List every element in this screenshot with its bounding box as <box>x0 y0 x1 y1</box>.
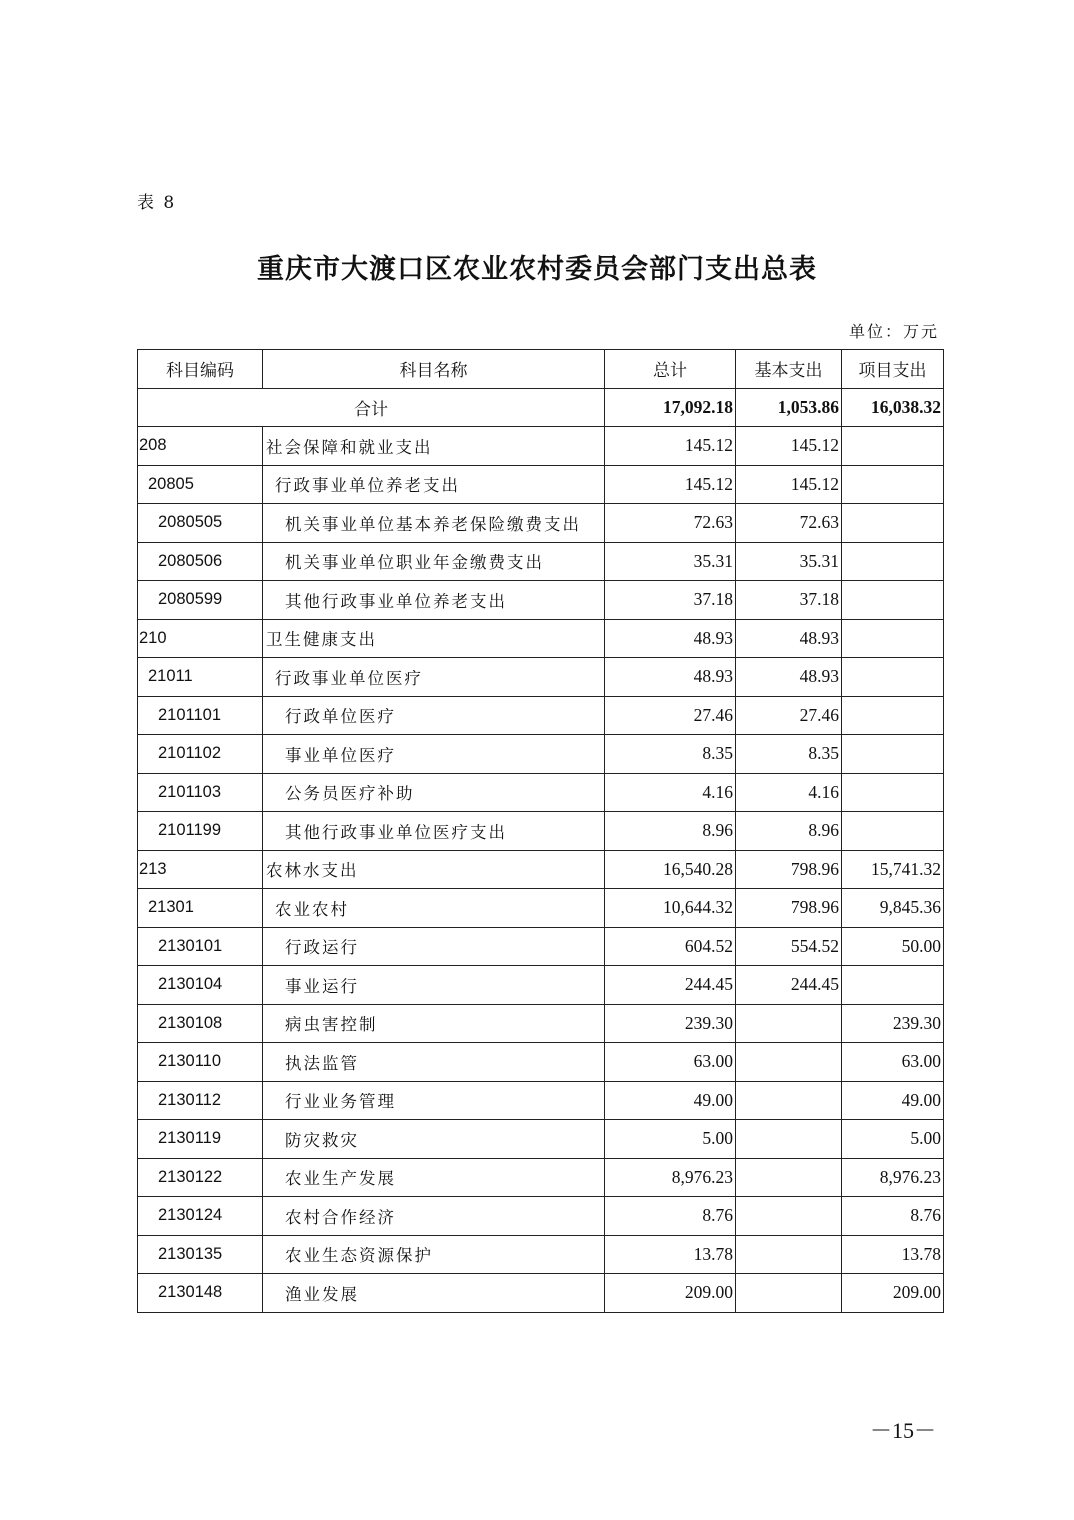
row-total: 48.93 <box>605 658 736 697</box>
row-basic <box>736 1043 842 1082</box>
table-row <box>138 465 944 504</box>
row-total: 145.12 <box>605 427 736 466</box>
row-basic <box>736 1081 842 1120</box>
row-code: 213 <box>138 850 263 889</box>
table-row <box>138 1235 944 1274</box>
row-name: 卫生健康支出 <box>263 619 605 658</box>
total-label: 合计 <box>138 388 605 427</box>
row-total: 8.76 <box>605 1197 736 1236</box>
row-project <box>842 696 944 735</box>
row-code: 208 <box>138 427 263 466</box>
row-name: 农业农村 <box>263 889 605 928</box>
total-basic: 1,053.86 <box>736 388 842 427</box>
header-name: 科目名称 <box>263 350 605 389</box>
total-amount: 17,092.18 <box>605 388 736 427</box>
row-name: 防灾救灾 <box>263 1120 605 1159</box>
row-project: 5.00 <box>842 1120 944 1159</box>
row-basic: 27.46 <box>736 696 842 735</box>
row-project: 209.00 <box>842 1274 944 1313</box>
table-row <box>138 696 944 735</box>
row-name: 农村合作经济 <box>263 1197 605 1236</box>
row-name: 渔业发展 <box>263 1274 605 1313</box>
row-total: 27.46 <box>605 696 736 735</box>
row-total: 35.31 <box>605 542 736 581</box>
row-total: 63.00 <box>605 1043 736 1082</box>
page-number: －15－ <box>869 1418 936 1443</box>
table-row <box>138 542 944 581</box>
row-total: 10,644.32 <box>605 889 736 928</box>
table-row <box>138 581 944 620</box>
row-code: 2130104 <box>138 966 263 1005</box>
table-row <box>138 1120 944 1159</box>
row-total: 16,540.28 <box>605 850 736 889</box>
expenditure-table <box>137 349 944 1313</box>
row-total: 4.16 <box>605 773 736 812</box>
row-project <box>842 581 944 620</box>
table-row <box>138 966 944 1005</box>
row-code: 2080599 <box>138 581 263 620</box>
row-project: 15,741.32 <box>842 850 944 889</box>
row-project <box>842 812 944 851</box>
header-total: 总计 <box>605 350 736 389</box>
row-name: 公务员医疗补助 <box>263 773 605 812</box>
row-code: 20805 <box>138 465 263 504</box>
row-basic: 145.12 <box>736 427 842 466</box>
row-code: 2101101 <box>138 696 263 735</box>
table-row <box>138 1274 944 1313</box>
row-basic: 798.96 <box>736 889 842 928</box>
row-project <box>842 619 944 658</box>
row-code: 2101199 <box>138 812 263 851</box>
row-total: 209.00 <box>605 1274 736 1313</box>
header-row <box>138 350 944 389</box>
table-row <box>138 504 944 543</box>
table-label: 表 8 <box>137 193 177 213</box>
header-code: 科目编码 <box>138 350 263 389</box>
row-basic: 8.96 <box>736 812 842 851</box>
row-code: 2130101 <box>138 927 263 966</box>
row-project <box>842 465 944 504</box>
row-total: 48.93 <box>605 619 736 658</box>
row-total: 244.45 <box>605 966 736 1005</box>
table-row <box>138 927 944 966</box>
row-name: 事业单位医疗 <box>263 735 605 774</box>
row-total: 5.00 <box>605 1120 736 1159</box>
row-code: 2130148 <box>138 1274 263 1313</box>
row-basic <box>736 1004 842 1043</box>
row-code: 2130112 <box>138 1081 263 1120</box>
row-code: 2130135 <box>138 1235 263 1274</box>
row-basic: 554.52 <box>736 927 842 966</box>
header-project: 项目支出 <box>842 350 944 389</box>
row-project <box>842 658 944 697</box>
row-basic: 798.96 <box>736 850 842 889</box>
table-row <box>138 619 944 658</box>
row-basic: 4.16 <box>736 773 842 812</box>
row-code: 2130119 <box>138 1120 263 1159</box>
row-basic: 145.12 <box>736 465 842 504</box>
row-basic <box>736 1158 842 1197</box>
row-project <box>842 427 944 466</box>
row-code: 210 <box>138 619 263 658</box>
header-basic: 基本支出 <box>736 350 842 389</box>
row-basic: 8.35 <box>736 735 842 774</box>
row-project <box>842 966 944 1005</box>
row-name: 其他行政事业单位养老支出 <box>263 581 605 620</box>
row-total: 8.96 <box>605 812 736 851</box>
row-project <box>842 773 944 812</box>
row-basic: 35.31 <box>736 542 842 581</box>
row-code: 2130124 <box>138 1197 263 1236</box>
page-title: 重庆市大渡口区农业农村委员会部门支出总表 <box>257 254 817 285</box>
row-name: 行政事业单位养老支出 <box>263 465 605 504</box>
row-code: 21301 <box>138 889 263 928</box>
row-project <box>842 542 944 581</box>
row-total: 13.78 <box>605 1235 736 1274</box>
row-project: 13.78 <box>842 1235 944 1274</box>
row-name: 行政运行 <box>263 927 605 966</box>
row-code: 21011 <box>138 658 263 697</box>
row-code: 2101103 <box>138 773 263 812</box>
unit-note: 单位：万元 <box>848 322 939 341</box>
row-name: 农林水支出 <box>263 850 605 889</box>
row-name: 行业业务管理 <box>263 1081 605 1120</box>
table-row <box>138 658 944 697</box>
row-name: 执法监管 <box>263 1043 605 1082</box>
row-basic: 48.93 <box>736 619 842 658</box>
row-project: 239.30 <box>842 1004 944 1043</box>
row-project <box>842 504 944 543</box>
table-row <box>138 850 944 889</box>
row-name: 病虫害控制 <box>263 1004 605 1043</box>
row-name: 行政单位医疗 <box>263 696 605 735</box>
row-total: 145.12 <box>605 465 736 504</box>
row-code: 2080505 <box>138 504 263 543</box>
row-code: 2130122 <box>138 1158 263 1197</box>
row-total: 37.18 <box>605 581 736 620</box>
row-total: 49.00 <box>605 1081 736 1120</box>
row-basic: 244.45 <box>736 966 842 1005</box>
row-project: 8.76 <box>842 1197 944 1236</box>
table-row <box>138 1043 944 1082</box>
row-name: 其他行政事业单位医疗支出 <box>263 812 605 851</box>
row-name: 机关事业单位基本养老保险缴费支出 <box>263 504 605 543</box>
row-name: 行政事业单位医疗 <box>263 658 605 697</box>
table-row <box>138 1004 944 1043</box>
row-basic <box>736 1120 842 1159</box>
row-basic: 48.93 <box>736 658 842 697</box>
row-project: 9,845.36 <box>842 889 944 928</box>
total-project: 16,038.32 <box>842 388 944 427</box>
row-basic <box>736 1235 842 1274</box>
table-row <box>138 1081 944 1120</box>
row-code: 2130108 <box>138 1004 263 1043</box>
total-row <box>138 388 944 427</box>
row-total: 604.52 <box>605 927 736 966</box>
row-code: 2080506 <box>138 542 263 581</box>
table-row <box>138 812 944 851</box>
row-total: 8.35 <box>605 735 736 774</box>
table-row <box>138 1158 944 1197</box>
row-project <box>842 735 944 774</box>
row-basic <box>736 1274 842 1313</box>
row-project: 8,976.23 <box>842 1158 944 1197</box>
table-row <box>138 427 944 466</box>
row-total: 72.63 <box>605 504 736 543</box>
row-basic <box>736 1197 842 1236</box>
row-code: 2101102 <box>138 735 263 774</box>
table-row <box>138 1197 944 1236</box>
row-project: 49.00 <box>842 1081 944 1120</box>
row-name: 事业运行 <box>263 966 605 1005</box>
row-name: 农业生态资源保护 <box>263 1235 605 1274</box>
row-total: 239.30 <box>605 1004 736 1043</box>
row-name: 社会保障和就业支出 <box>263 427 605 466</box>
row-basic: 37.18 <box>736 581 842 620</box>
table-row <box>138 889 944 928</box>
row-project: 63.00 <box>842 1043 944 1082</box>
row-project: 50.00 <box>842 927 944 966</box>
row-name: 机关事业单位职业年金缴费支出 <box>263 542 605 581</box>
row-code: 2130110 <box>138 1043 263 1082</box>
table-row <box>138 735 944 774</box>
row-basic: 72.63 <box>736 504 842 543</box>
row-total: 8,976.23 <box>605 1158 736 1197</box>
row-name: 农业生产发展 <box>263 1158 605 1197</box>
table-row <box>138 773 944 812</box>
